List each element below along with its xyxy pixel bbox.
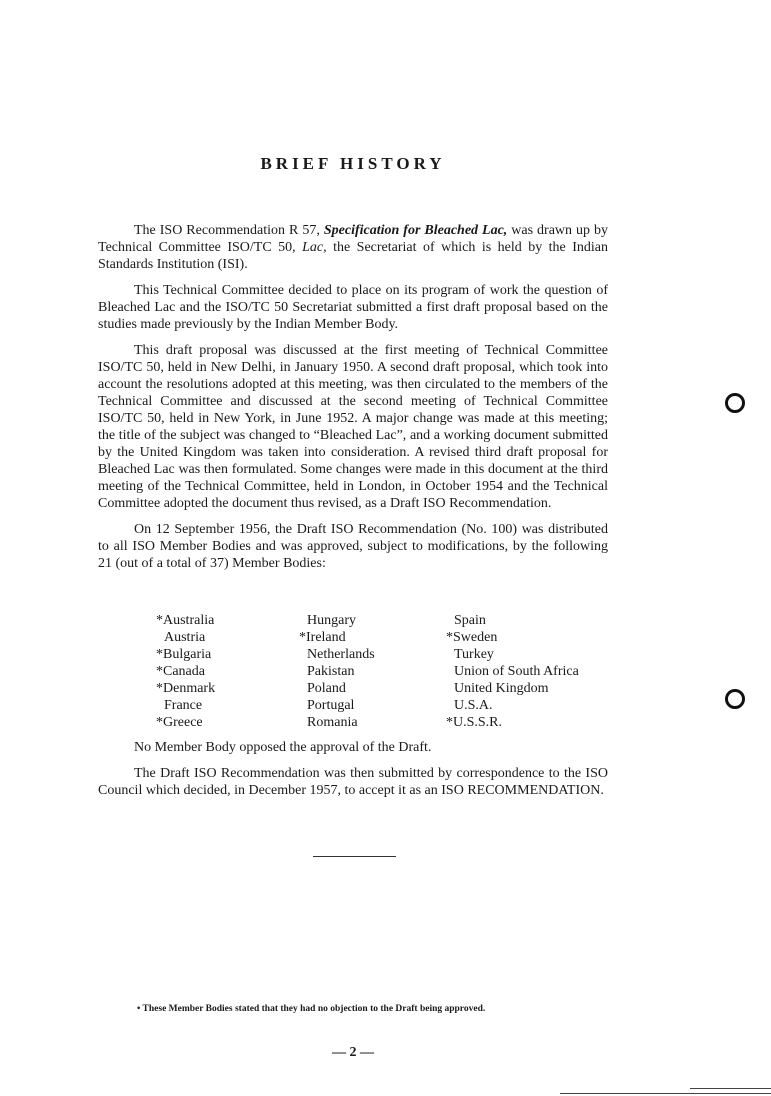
paragraph-4: On 12 September 1956, the Draft ISO Recommendation (No. 100) was distributed to all ISO Member Bodies and was approved, subject to modifications, by the following 21 (out of a total of 37) Member Bodies: xyxy=(98,522,608,571)
member-body: Pakistan xyxy=(307,664,355,679)
member-body: *Sweden xyxy=(446,630,498,645)
member-body: Poland xyxy=(307,681,346,696)
scan-edge-line xyxy=(560,1093,771,1094)
member-body: Spain xyxy=(454,613,486,628)
paragraph-5: No Member Body opposed the approval of the Draft. xyxy=(134,740,432,755)
member-body: *Bulgaria xyxy=(156,647,212,662)
page-title: BRIEF HISTORY xyxy=(260,154,446,173)
paragraph-6: The Draft ISO Recommendation was then submitted by correspondence to the ISO Council which decided, in December 1957, to accept it as an ISO RECOMMENDATION. xyxy=(98,766,608,798)
member-body: Turkey xyxy=(454,647,494,662)
member-body: *Australia xyxy=(156,613,215,628)
member-body: Romania xyxy=(307,715,358,730)
member-body: *Greece xyxy=(156,715,203,730)
member-body: U.S.A. xyxy=(454,698,493,713)
punch-hole-icon xyxy=(725,689,745,709)
paragraph-2: This Technical Committee decided to place on its program of work the question of Bleached Lac and the ISO/TC 50 Secretariat submitted a first draft proposal based on the studies made previously by the Indian Member Body. xyxy=(98,283,608,332)
member-body: *Ireland xyxy=(299,630,346,645)
scan-edge-line xyxy=(690,1088,771,1089)
member-body: France xyxy=(164,698,203,713)
punch-hole-icon xyxy=(725,393,745,413)
closing-text xyxy=(98,739,608,808)
paragraph-3: This draft proposal was discussed at the first meeting of Technical Committee ISO/TC 50, held in New Delhi, in January 1950. A second draft proposal, which took into account the resolutions adopted at this meeting, was then circulated to the members of the Technical Committee and discussed at the second meeting of Technical Committee ISO/TC 50, held in New York, in June 1952. A major change was made at this meeting; the title of the subject was changed to “Bleached Lac”, and a working document submitted by the United Kingdom was taken into consideration. A revised third draft proposal for Bleached Lac was then formulated. Some changes were made in this document at the third meeting of the Technical Committee, held in London, in October 1954 and the Technical Committee adopted the document thus revised, as a Draft ISO Recommendation. xyxy=(98,343,608,511)
member-column-2 xyxy=(299,612,375,731)
member-body: Portugal xyxy=(307,698,355,713)
member-body: Hungary xyxy=(307,613,356,628)
history-body xyxy=(98,222,608,572)
page-number: — 2 — xyxy=(332,1045,374,1060)
member-body: *Denmark xyxy=(156,681,216,696)
member-body: Union of South Africa xyxy=(454,664,579,679)
member-column-3 xyxy=(446,612,579,731)
footnote: • These Member Bodies stated that they had no objection to the Draft being approved. xyxy=(137,1004,486,1014)
member-body: *U.S.S.R. xyxy=(446,715,503,730)
member-column-1 xyxy=(156,612,215,731)
member-body: United Kingdom xyxy=(454,681,549,696)
member-body: *Canada xyxy=(156,664,205,679)
member-body: Austria xyxy=(164,630,206,645)
section-divider xyxy=(313,856,396,857)
paragraph-1: The ISO Recommendation R 57, Specification for Bleached Lac, was drawn up by Technical Committee ISO/TC 50, Lac, the Secretariat of which is held by the Indian Standards Institution (ISI). xyxy=(98,223,609,272)
member-body: Netherlands xyxy=(307,647,375,662)
